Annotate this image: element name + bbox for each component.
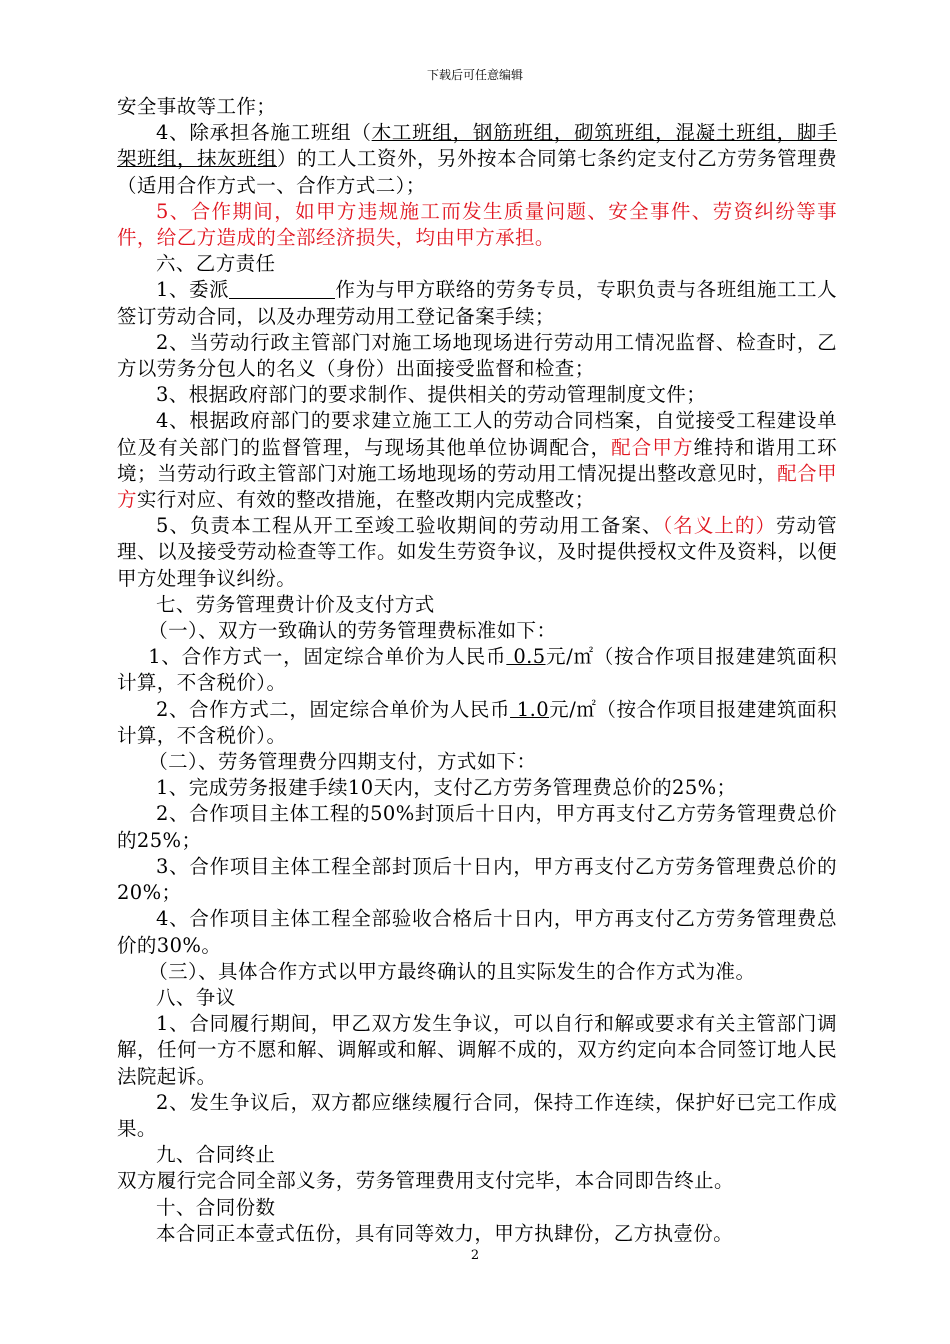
text: 1、委派 [156,278,230,302]
paragraph: 3、合作项目主体工程全部封顶后十日内，甲方再支付乙方劳务管理费总价的20%； [117,854,837,905]
text: 劳动管理、以及接受劳动检查等工作。如发生劳资争议，及时提供授权文件及资料，以便甲方处理争议纠纷。 [117,514,837,590]
text: 4、除承担各施工班组（ [156,121,372,145]
paragraph [117,277,837,329]
text: 维持和谐用工环境；当劳动行政主管部门对施工场地现场的劳动用工情况提出整改意见时， [117,435,837,485]
subsection-heading: （三）、具体合作方式以甲方最终确认的且实际发生的合作方式为准。 [148,959,756,983]
text: 2、合作方式二，固定综合单价为人民币 [156,697,511,721]
paragraph: 1、合同履行期间，甲乙双方发生争议，可以自行和解或要求有关主管部门调解，任何一方不愿和解、调解或和解、调解不成的，双方约定向本合同签订地人民法院起诉。 [117,1012,837,1088]
red-paragraph: 5、合作期间，如甲方违规施工而发生质量问题、安全事件、劳资纠纷等事件，给乙方造成的全部经济损失，均由甲方承担。 [117,199,837,250]
paragraph: 2、当劳动行政主管部门对施工场地现场进行劳动用工情况监督、检查时，乙方以劳务分包人的名义（身份）出面接受监督和检查； [117,330,837,381]
text: 元/㎡（按合作项目报建建筑面积计算，不含税价）。 [117,645,837,695]
section-heading: 八、争议 [156,985,236,1009]
paragraph [117,408,837,513]
paragraph [117,120,837,199]
fee-value: 0.5 [506,645,546,669]
paragraph: 本合同正本壹式伍份，具有同等效力，甲方执肆份，乙方执壹份。 [156,1221,734,1245]
paragraph [117,697,837,749]
paragraph: 安全事故等工作； [117,95,277,118]
paragraph: 2、发生争议后，双方都应继续履行合同，保持工作连续，保护好已完工作成果。 [117,1090,837,1140]
subsection-heading: （二）、劳务管理费分四期支付，方式如下： [148,750,537,774]
paragraph: 3、根据政府部门的要求制作、提供相关的劳动管理制度文件； [156,383,707,407]
page-header: 下载后可任意编辑 [426,68,523,82]
paragraph: 2、合作项目主体工程的50%封顶后十日内，甲方再支付乙方劳务管理费总价的25%； [117,802,837,852]
page-number: 2 [470,1248,480,1263]
paragraph: 4、合作项目主体工程全部验收合格后十日内，甲方再支付乙方劳务管理费总价的30%。 [117,907,837,957]
text: ）的工人工资外，另外按本合同第七条约定支付乙方劳务管理费（适用合作方式一、合作方式二）； [117,147,838,197]
subsection-heading: （一）、双方一致确认的劳务管理费标准如下： [148,619,557,643]
underlined-text: 木工班组，钢筋班组，砌筑班组，混凝土班组，脚手架班组，抹灰班组 [117,121,837,171]
red-text: 配合甲方 [117,461,837,512]
document-body [117,94,837,1247]
section-heading: 十、合同份数 [156,1195,276,1219]
section-heading: 六、乙方责任 [156,252,276,276]
text: 元/㎡（按合作项目报建建筑面积计算，不含税价）。 [117,697,838,747]
section-heading: 九、合同终止 [156,1143,276,1167]
paragraph: 1、完成劳务报建手续10天内，支付乙方劳务管理费总价的25%； [156,776,737,800]
paragraph [117,644,837,696]
text: 1、合作方式一，固定综合单价为人民币 [148,645,507,669]
paragraph: 双方履行完合同全部义务，劳务管理费用支付完毕，本合同即告终止。 [117,1169,734,1193]
text: 作为与甲方联络的劳务专员，专职负责与各班组施工工人签订劳动合同，以及办理劳动用工登记备案手续； [117,278,837,328]
red-text: （名义上的） [662,514,776,538]
text: 实行对应、有效的整改措施，在整改期内完成整改； [136,488,595,512]
fee-value: 1.0 [510,697,550,721]
paragraph [117,513,837,592]
text: 4、根据政府部门的要求建立施工工人的劳动合同档案，自觉接受工程建设单位及有关部门的监督管理，与现场其他单位协调配合， [117,409,837,459]
section-heading: 七、劳务管理费计价及支付方式 [156,592,435,616]
text: 5、负责本工程从开工至竣工验收期间的劳动用工备案、 [156,514,663,538]
blank-underline [229,278,335,299]
red-text: 配合甲方 [611,435,694,459]
